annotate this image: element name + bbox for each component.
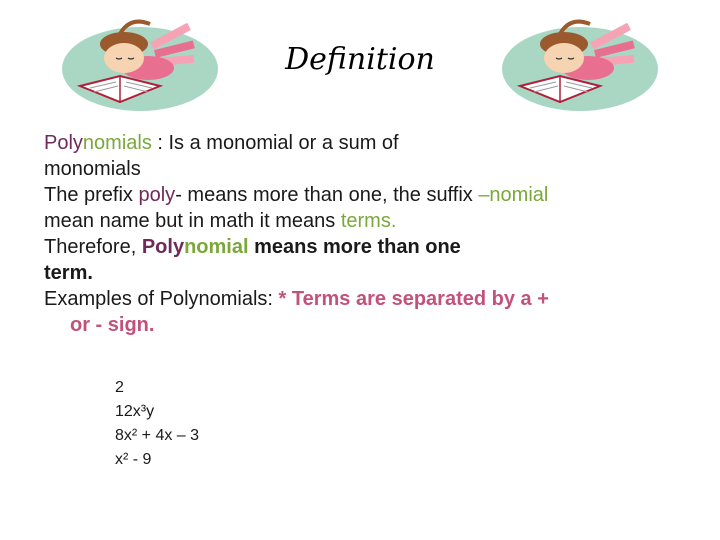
examples-label: Examples of Polynomials: <box>44 288 279 310</box>
prefix-line-2 <box>44 208 684 234</box>
therefore-word-poly: Poly <box>141 236 185 258</box>
prefix-text-b: - means more than one, the suffix <box>175 184 479 206</box>
slide-body <box>44 130 684 338</box>
polynomials-term-nomials: nomials <box>82 132 152 154</box>
definition-line <box>44 130 684 156</box>
polynomials-term-poly: Poly <box>44 132 83 154</box>
therefore-word-nomial: nomial <box>184 236 249 258</box>
example-item: 12x³y <box>115 403 155 420</box>
therefore-text-a: Therefore, <box>44 236 142 258</box>
therefore-text-b: means more than one <box>248 236 461 258</box>
prefix-text-a: The prefix <box>44 184 139 206</box>
example-item: x² - 9 <box>115 451 152 468</box>
prefix-line2-text: mean name but in math it means <box>44 210 341 232</box>
examples-label-line <box>44 286 684 312</box>
examples-note-line-2: or - sign. <box>70 314 155 336</box>
prefix-word-poly: poly <box>138 184 176 206</box>
definition-line-2: monomials <box>44 158 141 180</box>
example-item: 8x² + 4x – 3 <box>115 427 200 444</box>
definition-text: : Is a monomial or a sum of <box>151 132 399 154</box>
examples-list <box>115 376 199 472</box>
example-item: 2 <box>115 379 124 396</box>
therefore-line <box>44 234 684 260</box>
slide-title: Definition <box>285 42 435 77</box>
prefix-terms-word: terms. <box>340 210 397 232</box>
suffix-word-nomial: –nomial <box>478 184 549 206</box>
therefore-line-2: term. <box>44 262 93 284</box>
prefix-line <box>44 182 684 208</box>
examples-note: * Terms are separated by a + <box>278 288 549 310</box>
